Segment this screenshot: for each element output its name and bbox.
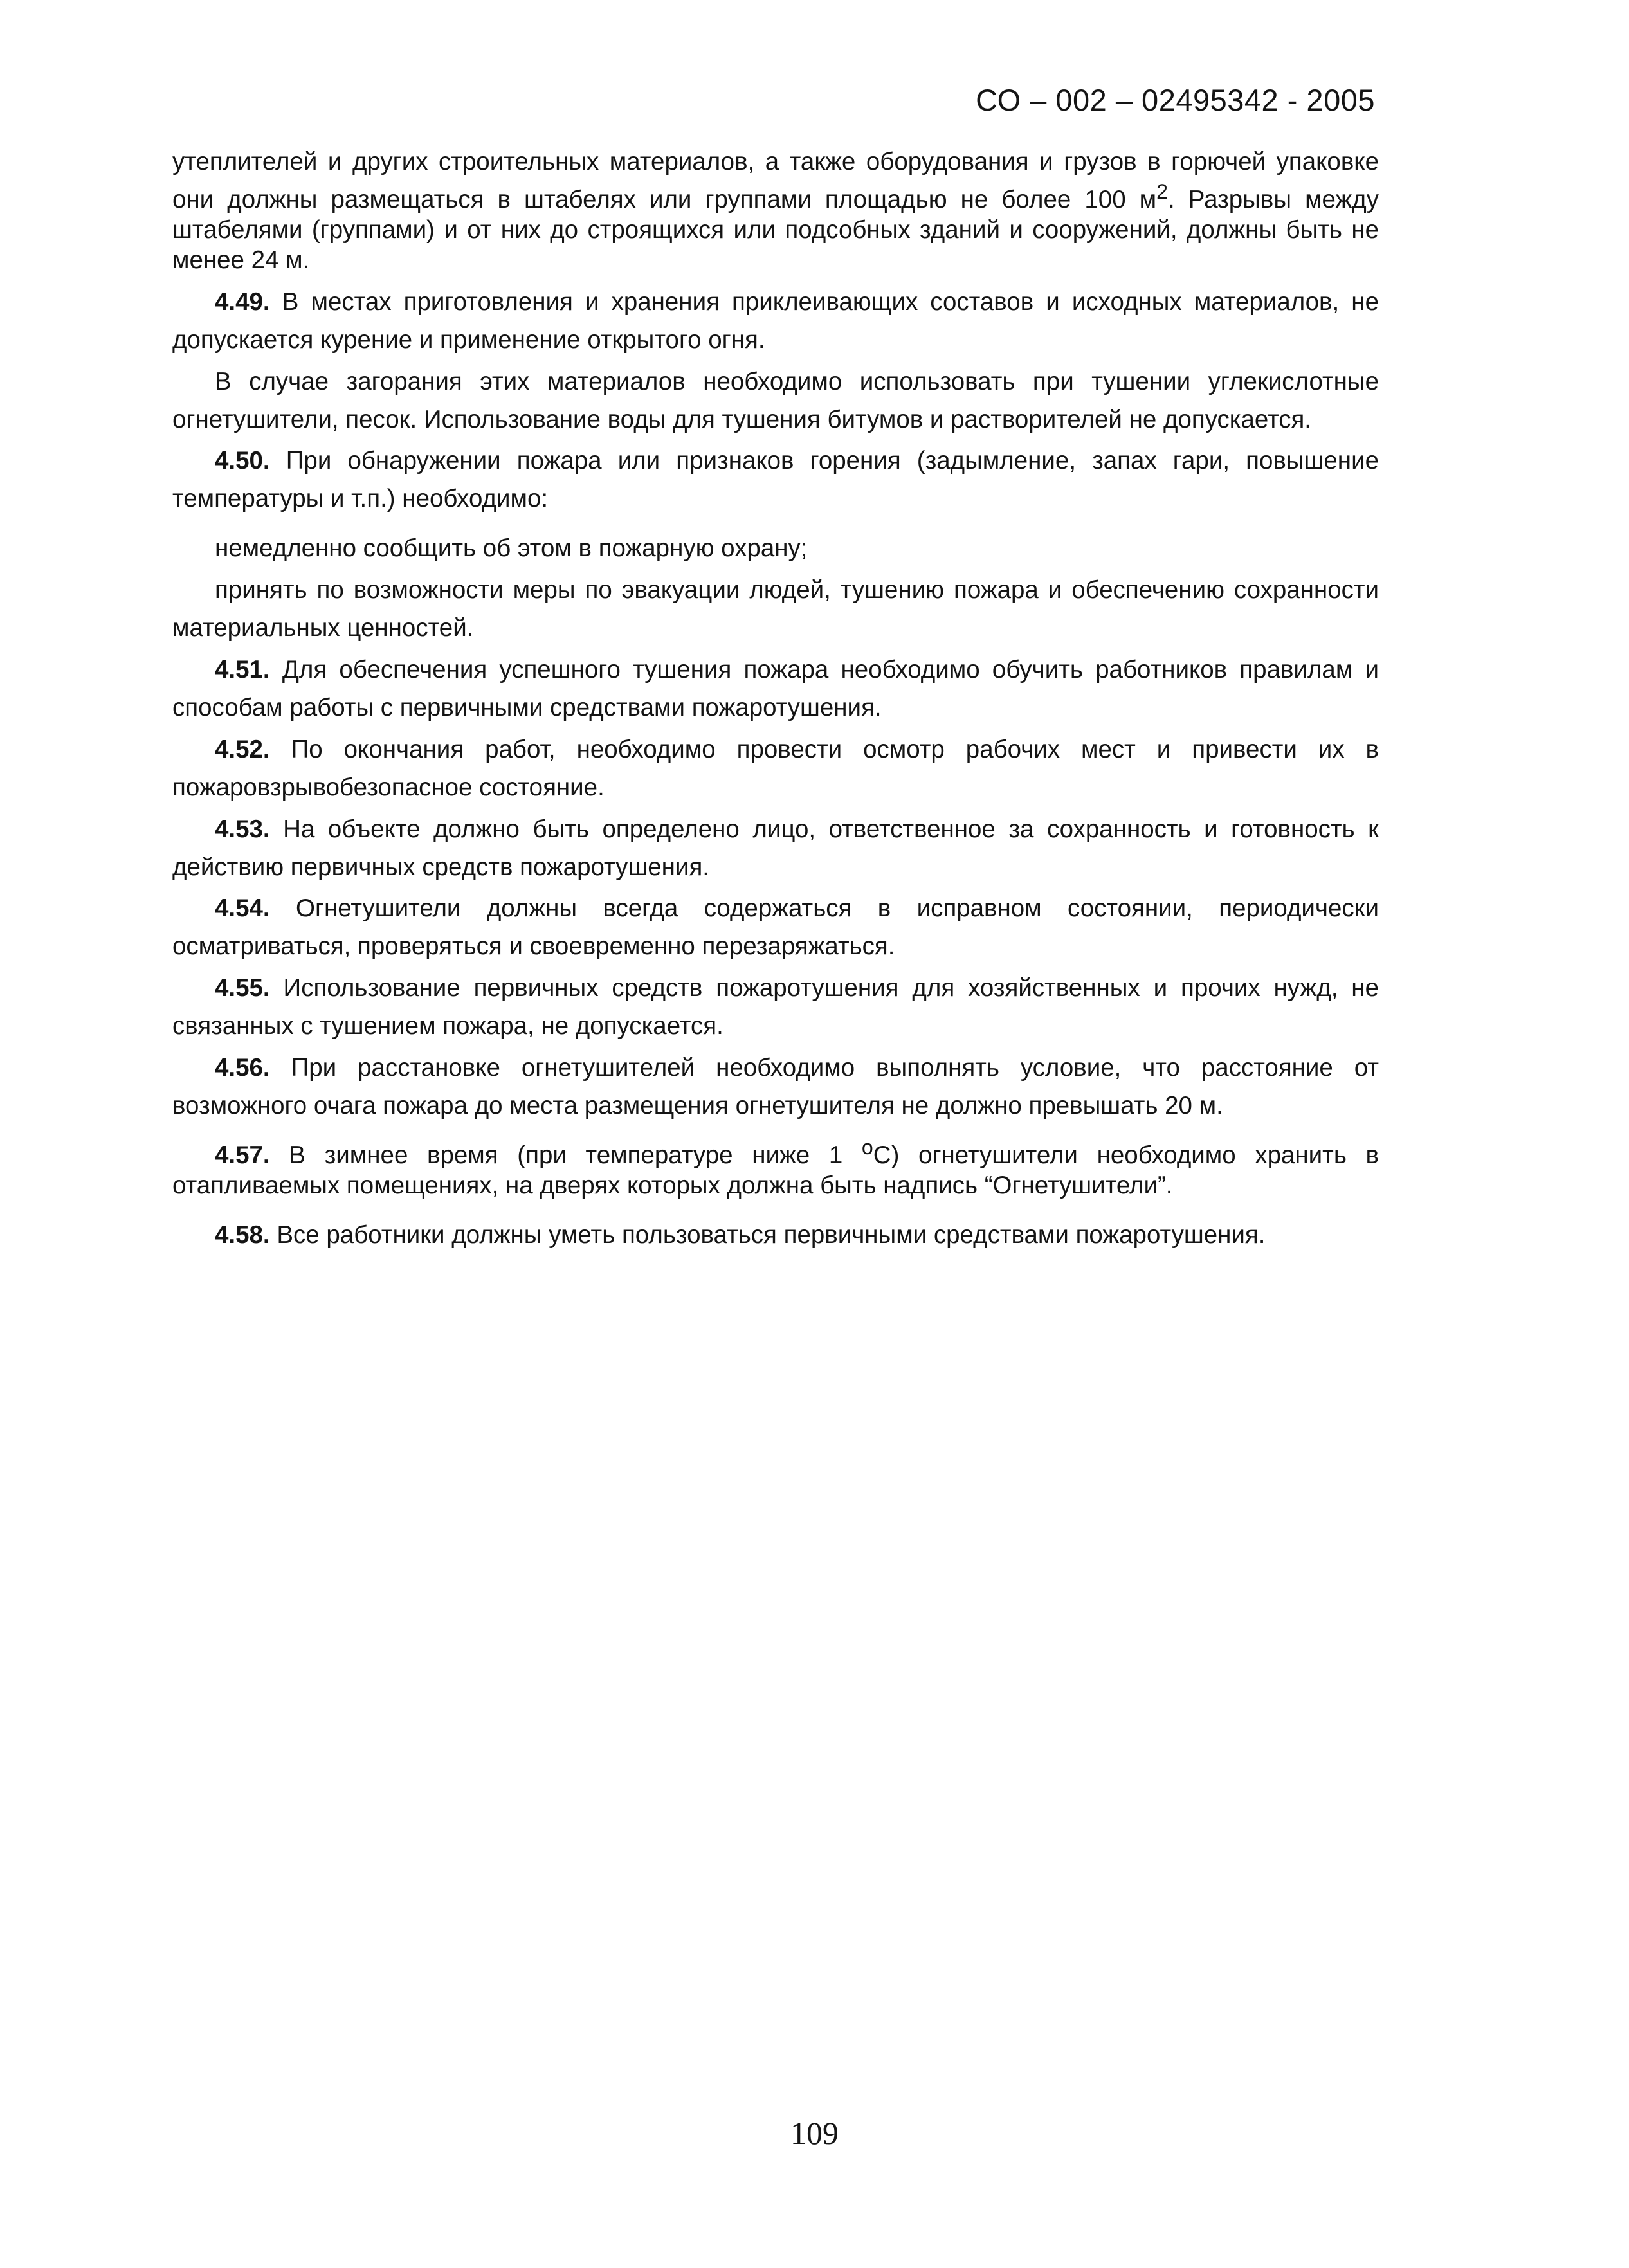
paragraph-text-continued: С) огнетушители необходимо хранить в отапливаемых помещениях, на дверях которых должна быть надпись “Огнетушители”. [172, 1141, 1379, 1199]
document-code-header: СО – 002 – 02495342 - 2005 [976, 83, 1375, 117]
superscript: о [861, 1135, 873, 1159]
paragraph-notify-fire-service [172, 525, 1379, 563]
page-number: 109 [790, 2115, 839, 2151]
paragraph-4-55 [172, 973, 1379, 1041]
paragraph-4-53 [172, 814, 1379, 882]
paragraph-text: При расстановке огнетушителей необходимо выполнять условие, что расстояние от возможного очага пожара до места размещения огнетушителя не должно превышать 20 м. [172, 1054, 1379, 1120]
paragraph-4-52 [172, 734, 1379, 803]
paragraph-text: В случае загорания этих материалов необходимо использовать при тушении углекислотные огнетушители, песок. Использование воды для тушения битумов и растворителей не допускается. [172, 367, 1379, 433]
paragraph-continuation [172, 147, 1379, 275]
paragraph-4-57 [172, 1132, 1379, 1201]
paragraph-4-51 [172, 655, 1379, 723]
paragraph-text: немедленно сообщить об этом в пожарную охрану; [215, 534, 808, 563]
paragraph-number: 4.49. [215, 287, 270, 316]
paragraph-take-measures [172, 575, 1379, 643]
paragraph-text: В зимнее время (при температуре ниже 1 [269, 1141, 862, 1169]
paragraph-text: По окончания работ, необходимо провести осмотр рабочих мест и привести их в пожаровзрывобезопасное состояние. [172, 735, 1379, 801]
paragraph-text: Для обеспечения успешного тушения пожара необходимо обучить работников правилам и способам работы с первичными средствами пожаротушения. [172, 655, 1379, 721]
paragraph-text: На объекте должно быть определено лицо, ответственное за сохранность и готовность к действию первичных средств пожаротушения. [172, 815, 1379, 881]
body-text [172, 147, 1379, 1262]
paragraph-number: 4.55. [215, 974, 270, 1002]
paragraph-number: 4.51. [215, 655, 270, 684]
paragraph-fire-case [172, 367, 1379, 435]
paragraph-number: 4.54. [215, 894, 270, 923]
paragraph-text: В местах приготовления и хранения приклеивающих составов и исходных материалов, не допускается курение и применение открытого огня. [172, 287, 1379, 354]
paragraph-text: утеплителей и других строительных материалов, а также оборудования и грузов в горючей упаковке они должны размещаться в штабелях или группами площадью не более 100 м [172, 148, 1379, 213]
paragraph-text: Использование первичных средств пожаротушения для хозяйственных и прочих нужд, не связанных с тушением пожара, не допускается. [172, 974, 1379, 1040]
paragraph-number: 4.53. [215, 815, 270, 843]
paragraph-4-49 [172, 287, 1379, 355]
paragraph-4-50 [172, 446, 1379, 514]
paragraph-4-56 [172, 1053, 1379, 1121]
paragraph-text: принять по возможности меры по эвакуации людей, тушению пожара и обеспечению сохранности материальных ценностей. [172, 576, 1379, 642]
paragraph-number: 4.50. [215, 447, 270, 475]
paragraph-text: Огнетушители должны всегда содержаться в исправном состоянии, периодически осматриваться, проверяться и своевременно перезаряжаться. [172, 894, 1379, 961]
paragraph-text-continued: . Разрывы между штабелями (группами) и от них до строящихся или подсобных зданий и сооружений, должны быть не менее 24 м. [172, 185, 1379, 274]
superscript: 2 [1156, 180, 1168, 203]
paragraph-number: 4.58. [215, 1220, 270, 1249]
paragraph-text: Все работники должны уметь пользоваться первичными средствами пожаротушения. [269, 1220, 1266, 1249]
paragraph-text: При обнаружении пожара или признаков горения (задымление, запах гари, повышение температуры и т.п.) необходимо: [172, 447, 1379, 513]
paragraph-number: 4.56. [215, 1054, 270, 1082]
paragraph-4-58 [172, 1212, 1379, 1250]
paragraph-number: 4.57. [215, 1141, 270, 1169]
paragraph-number: 4.52. [215, 735, 270, 763]
paragraph-4-54 [172, 893, 1379, 961]
